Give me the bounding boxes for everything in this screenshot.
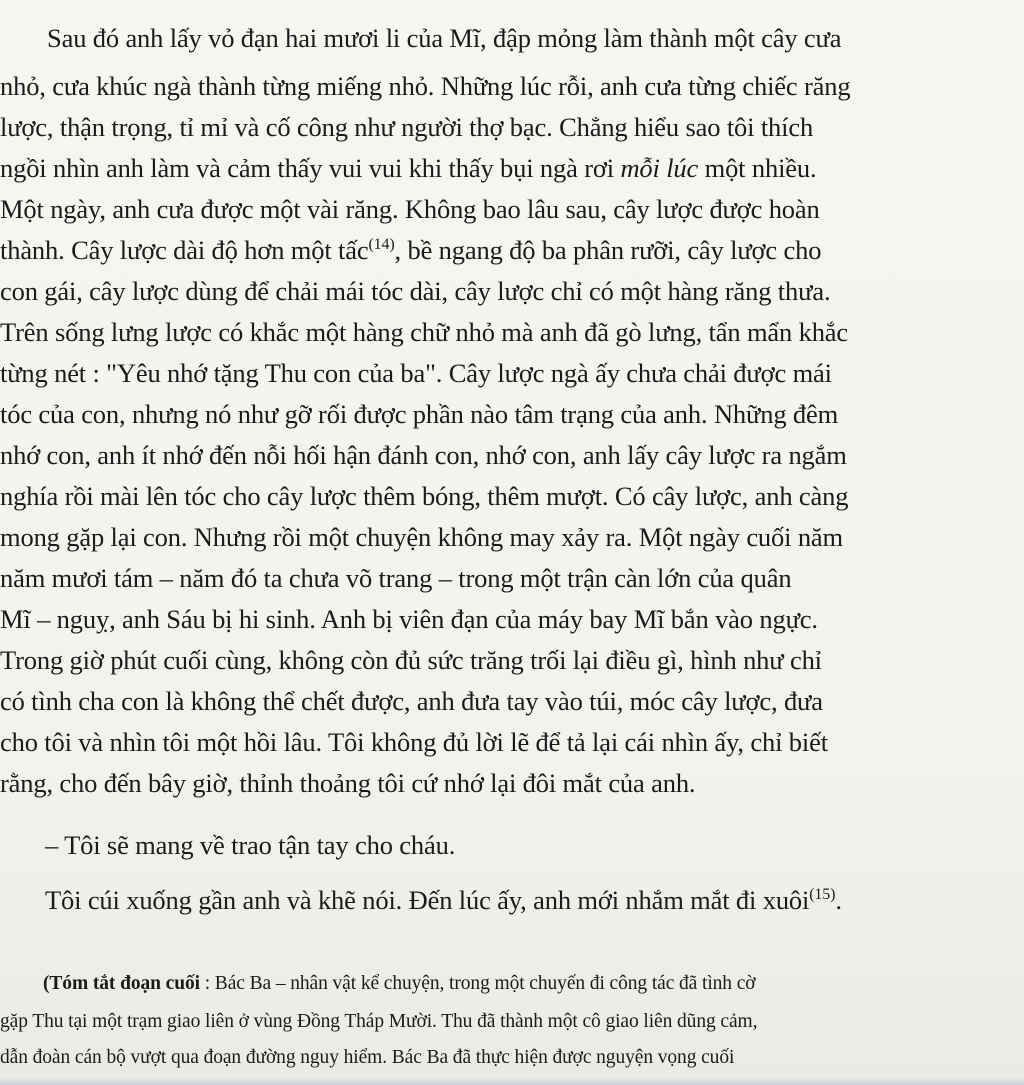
text-line-8: Trên sống lưng lược có khắc một hàng chữ nhỏ mà anh đã gò lưng, tẩn mẩn khắc bbox=[0, 317, 849, 347]
closing-text: Tôi cúi xuống gần anh và khẽ nói. Đến lúc ấy, anh mới nhắm mắt đi xuôi bbox=[45, 885, 810, 915]
text-line-15: Mĩ – nguỵ, anh Sáu bị hi sinh. Anh bị viên đạn của máy bay Mĩ bắn vào ngực. bbox=[0, 604, 818, 634]
text-line-10: tóc của con, nhưng nó như gỡ rối được phần nào tâm trạng của anh. Những đêm bbox=[0, 399, 839, 429]
text-line-6 bbox=[0, 234, 821, 266]
footnote-marker-15: (15) bbox=[809, 886, 836, 903]
text-line-11: nhớ con, anh ít nhớ đến nỗi hối hận đánh con, nhớ con, anh lấy cây lược ra ngắm bbox=[0, 440, 847, 470]
summary-line-2: gặp Thu tại một trạm giao liên ở vùng Đồng Tháp Mười. Thu đã thành một cô giao liên dũng cảm, bbox=[0, 1011, 758, 1032]
dialogue-line: – Tôi sẽ mang về trao tận tay cho cháu. bbox=[45, 830, 456, 860]
text-line-2: nhỏ, cưa khúc ngà thành từng miếng nhỏ. Những lúc rỗi, anh cưa từng chiếc răng bbox=[0, 71, 851, 101]
page-bottom-edge bbox=[0, 1077, 1024, 1085]
text-line-5: Một ngày, anh cưa được một vài răng. Không bao lâu sau, cây lược được hoàn bbox=[0, 194, 820, 224]
text-line-14: năm mươi tám – năm đó ta chưa võ trang – trong một trận càn lớn của quân bbox=[0, 563, 792, 593]
italic-phrase: mỗi lúc bbox=[620, 153, 699, 183]
text-line-16: Trong giờ phút cuối cùng, không còn đủ sức trăng trối lại điều gì, hình như chỉ bbox=[0, 645, 822, 675]
summary-label: (Tóm tắt đoạn cuối bbox=[43, 973, 200, 994]
closing-line bbox=[45, 884, 842, 916]
text-line-6-start: thành. Cây lược dài độ hơn một tấc bbox=[0, 235, 369, 265]
text-line-4 bbox=[0, 152, 816, 184]
summary-line-1 bbox=[43, 970, 755, 998]
text-line-12: nghía rồi mài lên tóc cho cây lược thêm bóng, thêm mượt. Có cây lược, anh càng bbox=[0, 481, 849, 511]
closing-end: . bbox=[835, 885, 842, 915]
footnote-marker-14: (14) bbox=[368, 236, 395, 253]
text-line-4-start: ngồi nhìn anh làm và cảm thấy vui vui khi thấy bụi ngà rơi bbox=[0, 153, 621, 183]
text-line-4-end: một nhiều. bbox=[698, 153, 817, 183]
text-line-6-end: , bề ngang độ ba phân rưỡi, cây lược cho bbox=[394, 235, 822, 265]
summary-text-1: : Bác Ba – nhân vật kể chuyện, trong một chuyến đi công tác đã tình cờ bbox=[199, 973, 756, 994]
text-line-3: lược, thận trọng, tỉ mỉ và cố công như người thợ bạc. Chẳng hiểu sao tôi thích bbox=[0, 112, 814, 142]
text-line-13: mong gặp lại con. Nhưng rồi một chuyện không may xảy ra. Một ngày cuối năm bbox=[0, 522, 843, 552]
text-line-7: con gái, cây lược dùng để chải mái tóc dài, cây lược chỉ có một hàng răng thưa. bbox=[0, 276, 831, 306]
text-line-19: rằng, cho đến bây giờ, thỉnh thoảng tôi cứ nhớ lại đôi mắt của anh. bbox=[0, 768, 696, 798]
text-line-17: có tình cha con là không thể chết được, anh đưa tay vào túi, móc cây lược, đưa bbox=[0, 686, 823, 716]
text-line-1: Sau đó anh lấy vỏ đạn hai mươi li của Mĩ, đập mỏng làm thành một cây cưa bbox=[47, 23, 842, 53]
text-line-9: từng nét : "Yêu nhớ tặng Thu con của ba". Cây lược ngà ấy chưa chải được mái bbox=[0, 358, 832, 388]
summary-line-3: dẫn đoàn cán bộ vượt qua đoạn đường nguy hiểm. Bác Ba đã thực hiện được nguyện vọng cuối bbox=[0, 1047, 735, 1068]
text-line-18: cho tôi và nhìn tôi một hồi lâu. Tôi không đủ lời lẽ để tả lại cái nhìn ấy, chỉ biết bbox=[0, 727, 828, 757]
